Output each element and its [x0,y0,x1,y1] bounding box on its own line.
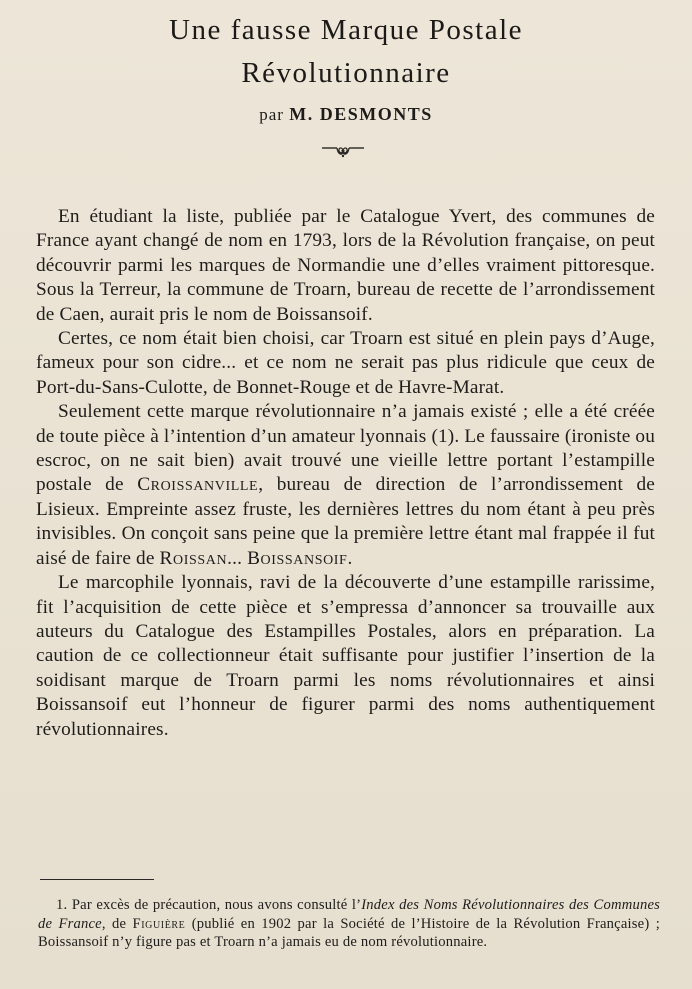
place-name-croissanville: Croissanville [137,474,259,496]
article-title-line-1: Une fausse Marque Postale [169,14,523,46]
footnote-book-title: Index des Noms Révolutionnaires des Communes de France [38,897,660,932]
paragraph-3-text-a: Seulement cette marque révolutionnaire n’a jamais existé ; elle a été créée de toute pièce à l’intention d’un amateur lyonnais (1). Le faussaire (ironiste ou escroc, on ne sait bien) avait trouvé une vieille lettre portant l’estampille postale de [36,401,655,496]
footnote-divider [40,879,154,880]
paragraph-3-text-e: ... [227,547,248,569]
paragraph-3-text-c: , bureau de direction de l’arrondissement de Lisieux. Empreinte assez fruste, les dernières lettres du nom étant à peu près invisibles. On conçoit sans peine que la première lettre étant mal frappée il fut aisé de faire de [36,474,655,569]
footnote [38,896,660,952]
article-body [36,205,655,742]
paragraph-2: Certes, ce nom était bien choisi, car Troarn est situé en plein pays d’Auge, fameux pour son cidre... et ce nom ne serait pas plus ridicule que ceux de Port-du-Sans-Culotte, de Bonnet-Rouge et de Havre-Marat. [36,328,655,398]
paragraph-3-text-g: . [347,547,353,569]
place-name-roissan: Roissan [159,547,228,569]
article-title-line-2: Révolutionnaire [241,57,451,89]
footnote-text-c: , de [101,915,133,932]
byline-prefix: par [259,105,284,124]
footnote-text-a: 1. Par excès de précaution, nous avons consulté l’ [56,897,362,913]
footnote-text-e: (publié en 1902 par la Société de l’Histoire de la Révolution Française) ; Boissansoif n’y figure pas et Troarn n’a jamais eu de nom révolutionnaire. [38,915,660,951]
place-name-boissansoif: Boissansoif [247,547,348,569]
paragraph-3 [36,400,655,571]
byline [0,104,692,125]
paragraph-4: Le marcophile lyonnais, ravi de la découverte d’une estampille rarissime, fit l’acquisition de cette pièce et s’empressa d’annoncer sa trouvaille aux auteurs du Catalogue des Estampilles Postales, alors en préparation. La caution de ce collectionneur était suffisante pour justifier l’insertion de la soidisant marque de Troarn parmi les noms révolutionnaires et ainsi Boissansoif eut l’honneur de figurer parmi des noms authentiquement révolutionnaires. [36,572,655,740]
fleuron-ornament-icon [322,143,364,159]
paragraph-1: En étudiant la liste, publiée par le Catalogue Yvert, des communes de France ayant changé de nom en 1793, lors de la Révolution française, on peut découvrir parmi les marques de Normandie une d’elles vraiment pittoresque. Sous la Terreur, la commune de Troarn, bureau de recette de l’arrondissement de Caen, aurait pris le nom de Boissansoif. [36,206,655,325]
author-name: M. DESMONTS [289,104,433,124]
footnote-author-name: Figuière [132,915,186,932]
